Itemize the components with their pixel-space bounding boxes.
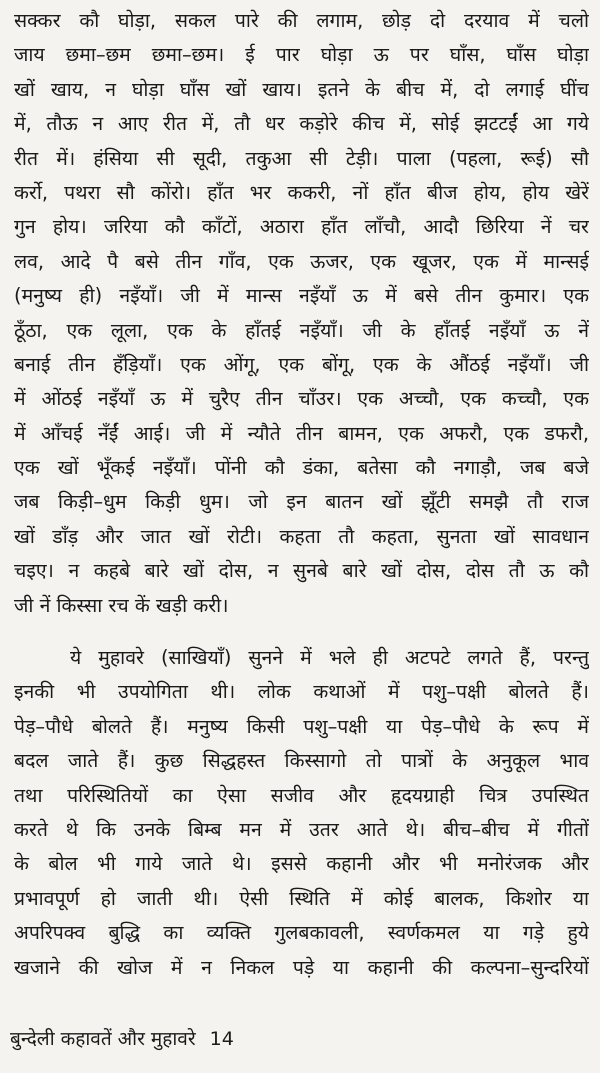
text-line: कर्रो, पथरा सौ कोंरो। हाँत भर ककरी, नों हाँत बीज होय, होय खेरें xyxy=(14,180,589,204)
text-line: के बोल भी गाये जाते थे। इससे कहानी और भी मनोरंजक और xyxy=(14,852,589,876)
text-line: तथा परिस्थितियों का ऐसा सजीव और हृदयग्राही चित्र उपस्थित xyxy=(14,783,589,807)
book-title: बुन्देली कहावतें और मुहावरे xyxy=(10,1028,196,1050)
text-line: खों डाँड़ और जात खों रोटी। कहता तौ कहता, सुनता खों सावधान xyxy=(14,524,589,548)
text-line: पेड़–पौधे बोलते हैं। मनुष्य किसी पशु–पक्षी या पेड़–पौधे के रूप में xyxy=(14,714,589,738)
page-number: 14 xyxy=(209,1028,234,1050)
page-footer xyxy=(10,1024,234,1054)
text-line: इनकी भी उपयोगिता थी। लोक कथाओं में पशु–पक्षी बोलते हैं। xyxy=(14,680,589,704)
text-line: बनाई तीन हँड़ियाँ। एक ओंगू, एक बोंगू, एक के औंठई नइँयाँ। जी xyxy=(14,352,589,376)
text-line: प्रभावपूर्ण हो जाती थी। ऐसी स्थिति में कोई बालक, किशोर या xyxy=(14,886,589,910)
text-line: (मनुष्य ही) नइँयाँ। जी में मान्स नइँयाँ ऊ में बसे तीन कुमार। एक xyxy=(14,284,589,308)
paragraph-commentary xyxy=(14,641,589,985)
text-line: जब किड़ी–धुम किड़ी धुम। जो इन बातन खों झूँटी समझै तौ राज xyxy=(14,490,589,514)
text-line: जाय छमा–छम छमा–छम। ई पार घोड़ा ऊ पर घाँस, घाँस घोड़ा xyxy=(14,43,589,67)
text-line: बदल जाते हैं। कुछ सिद्धहस्त किस्सागो तो पात्रों के अनुकूल भाव xyxy=(14,749,589,773)
text-line: में, तौऊ न आए रीत में, तौ धर कड़ोरे कीच में, सोई झटटईं आ गये xyxy=(14,112,589,136)
text-line: सक्कर कौ घोड़ा, सकल पारे की लगाम, छोड़ दो दरयाव में चलो xyxy=(14,9,589,32)
text-line: चइए। न कहबे बारे खों दोस, न सुनबे बारे खों दोस, दोस तौ ऊ कौ xyxy=(14,559,589,583)
text-line: जी नें किस्सा रच कें खड़ी करी। xyxy=(14,593,229,617)
text-line: गुन होय। जरिया कौ काँटों, अठारा हाँत लाँचौ, आदौ छिरिया नें चर xyxy=(14,215,589,239)
text-line: ये मुहावरे (साखियाँ) सुनने में भले ही अटपटे लगते हैं, परन्तु xyxy=(70,646,589,669)
text-line: एक खों भूँकई नइँयाँ। पोंनी कौ डंका, बतेसा कौ नगाड़ौ, जब बजे xyxy=(14,456,589,480)
text-line: में आँचई नँईं आई। जी में न्यौते तीन बामन, एक अफरौ, एक डफरौ, xyxy=(14,421,589,445)
text-line: में ओंठई नइँयाँ ऊ में चुरैए तीन चाँउर। एक अच्चौ, एक कच्चौ, एक xyxy=(14,387,589,411)
text-line: रीत में। हंसिया सी सूदी, तकुआ सी टेड़ी। पाला (पहला, रूई) सौ xyxy=(14,146,589,170)
paragraph-sayings xyxy=(14,4,589,623)
text-line: खों खाय, न घोड़ा घाँस खों खाय। इतने के बीच में, दो लगाई घींच xyxy=(14,77,589,101)
text-line: लव, आदे पै बसे तीन गाँव, एक ऊजर, एक खूजर, एक में मान्सई xyxy=(14,249,589,273)
text-line: खजाने की खोज में न निकल पड़े या कहानी की कल्पना–सुन्दरियों xyxy=(14,955,589,979)
text-line: करते थे कि उनके बिम्ब मन में उतर आते थे। बीच–बीच में गीतों xyxy=(14,817,589,841)
text-line: अपरिपक्व बुद्धि का व्यक्ति गुलबकावली, स्वर्णकमल या गड़े हुये xyxy=(14,921,589,945)
text-line: ठूँठा, एक लूला, एक के हाँतई नइँयाँ। जी के हाँतई नइँयाँ ऊ नें xyxy=(14,318,589,342)
